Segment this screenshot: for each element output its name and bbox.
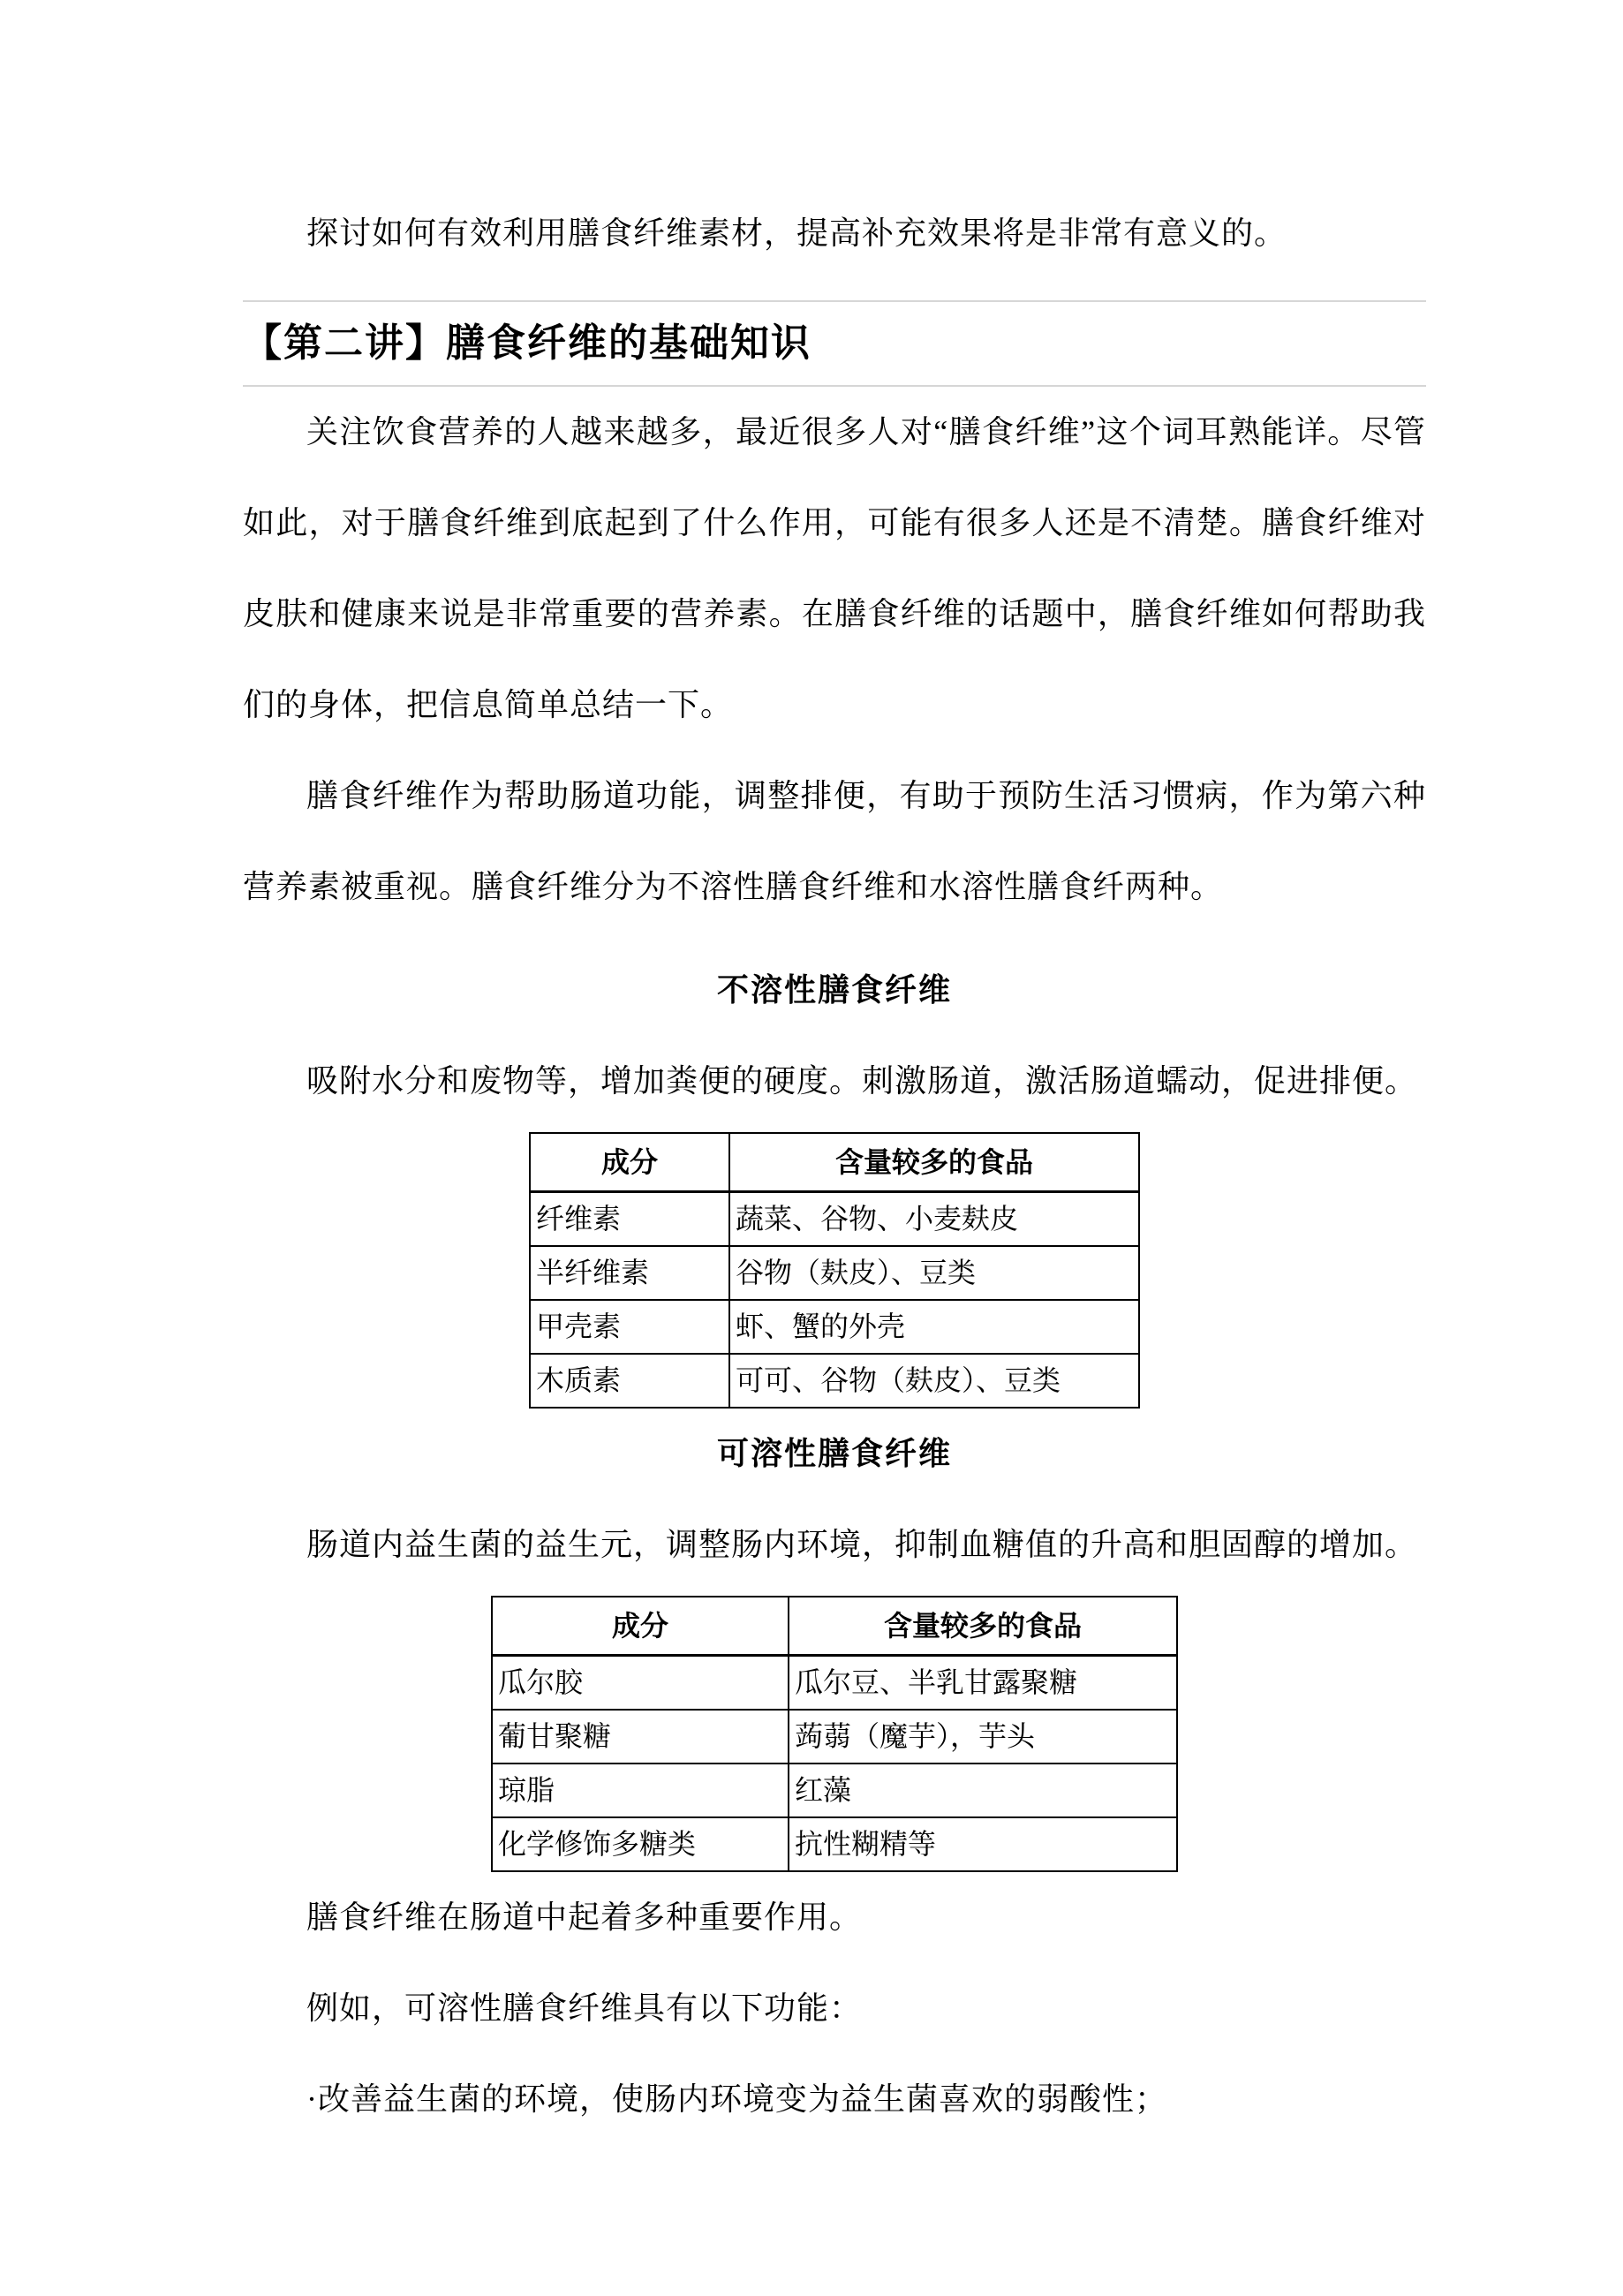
section-heading-block xyxy=(243,300,1426,387)
table-cell: 蒟蒻（魔芋），芋头 xyxy=(789,1710,1177,1764)
paragraph-soluble-desc: 肠道内益生菌的益生元，调整肠内环境，抑制血糖值的升高和胆固醇的增加。 xyxy=(306,1527,1418,1562)
paragraph-gut-roles: 膳食纤维在肠道中起着多种重要作用。 xyxy=(306,1899,863,1935)
insoluble-fiber-table xyxy=(529,1132,1140,1409)
column-header-foods: 含量较多的食品 xyxy=(789,1597,1177,1656)
paragraph-fiber-types: 膳食纤维作为帮助肠道功能，调整排便，有助于预防生活习惯病，作为第六种营养素被重视。膳食纤维分为不溶性膳食纤维和水溶性膳食纤两种。 xyxy=(243,778,1426,904)
bullet-probiotic-environment: ·改善益生菌的环境，使肠内环境变为益生菌喜欢的弱酸性； xyxy=(306,2081,1167,2117)
table-cell: 可可、谷物（麸皮）、豆类 xyxy=(729,1354,1139,1408)
column-header-component: 成分 xyxy=(530,1133,729,1192)
table-row xyxy=(492,1710,1177,1764)
table-cell: 虾、蟹的外壳 xyxy=(729,1300,1139,1354)
table-cell: 谷物（麸皮）、豆类 xyxy=(729,1246,1139,1300)
table-row xyxy=(530,1246,1139,1300)
table-cell: 化学修饰多糖类 xyxy=(492,1817,789,1871)
table-cell: 纤维素 xyxy=(530,1192,729,1247)
table-cell: 红藻 xyxy=(789,1764,1177,1817)
column-header-foods: 含量较多的食品 xyxy=(729,1133,1139,1192)
subheading-soluble-fiber: 可溶性膳食纤维 xyxy=(716,1436,952,1471)
table-cell: 蔬菜、谷物、小麦麸皮 xyxy=(729,1192,1139,1247)
table-row xyxy=(492,1817,1177,1871)
table-row xyxy=(530,1192,1139,1247)
subheading-insoluble-fiber: 不溶性膳食纤维 xyxy=(716,972,952,1008)
paragraph-functions-intro: 例如，可溶性膳食纤维具有以下功能： xyxy=(306,1990,863,2026)
table-header-row xyxy=(492,1597,1177,1656)
table-cell: 甲壳素 xyxy=(530,1300,729,1354)
table-cell: 木质素 xyxy=(530,1354,729,1408)
table-cell: 葡甘聚糖 xyxy=(492,1710,789,1764)
table-cell: 瓜尔胶 xyxy=(492,1656,789,1711)
table-row xyxy=(530,1354,1139,1408)
column-header-component: 成分 xyxy=(492,1597,789,1656)
table-cell: 抗性糊精等 xyxy=(789,1817,1177,1871)
table-cell: 琼脂 xyxy=(492,1764,789,1817)
soluble-fiber-table xyxy=(491,1596,1178,1872)
table-cell: 半纤维素 xyxy=(530,1246,729,1300)
table-header-row xyxy=(530,1133,1139,1192)
paragraph-overview: 关注饮食营养的人越来越多，最近很多人对“膳食纤维”这个词耳熟能详。尽管如此，对于膳食纤维到底起到了什么作用，可能有很多人还是不清楚。膳食纤维对皮肤和健康来说是非常重要的营养素。在膳食纤维的话题中，膳食纤维如何帮助我们的身体，把信息简单总结一下。 xyxy=(243,414,1426,722)
paragraph-insoluble-desc: 吸附水分和废物等，增加粪便的硬度。刺激肠道，激活肠道蠕动，促进排便。 xyxy=(306,1063,1418,1099)
table-row xyxy=(492,1656,1177,1711)
table-row xyxy=(530,1300,1139,1354)
intro-paragraph: 探讨如何有效利用膳食纤维素材，提高补充效果将是非常有意义的。 xyxy=(306,215,1287,251)
table-row xyxy=(492,1764,1177,1817)
table-cell: 瓜尔豆、半乳甘露聚糖 xyxy=(789,1656,1177,1711)
section-heading: 【第二讲】膳食纤维的基础知识 xyxy=(243,321,812,365)
